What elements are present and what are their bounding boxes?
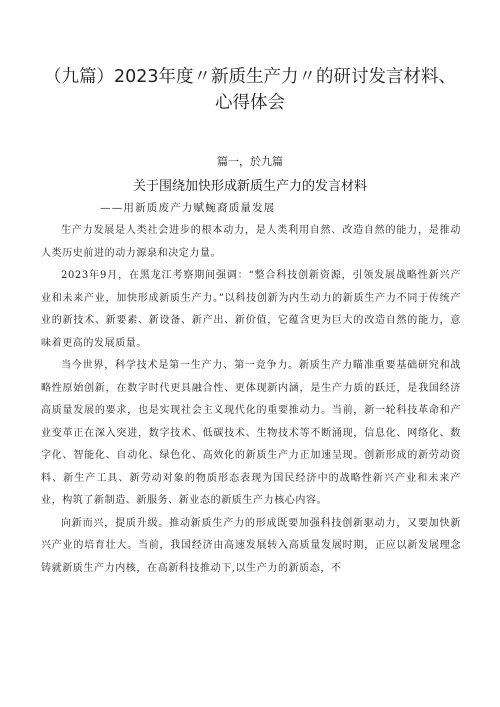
document-title: （九篇）2023年度〃新质生产力〃的研讨发言材料、心得体会: [43, 67, 457, 113]
article-subtitle: ——用新质废产力赋蜿裔质量发展: [100, 202, 276, 214]
paragraph: 当今世界，科学技术是第一生产力、第一竞争力。新质生产力瞄准重要基础研究和战略性原始创新，在数字时代更具融合性、更体现新内涵，是生产力质的跃迁，是我国经济高质量发展的要求，也是实现社会主义现代化的重要推动力。当前，新一轮科技革命和产业变革正在深入突进，数字技术、低碳技术、生物技术等不断涌现，信息化、网络化、数字化、智能化、自动化、绿色化、高效化的新质生产力正加速呈现。创新形成的新劳动资料、新生产工具、新劳动对象的物质形态表现为国民经济中的战略性新兴产业和未来产业，构筑了新制造、新服务、新业态的新质生产力核心内容。: [41, 360, 461, 506]
article-body: [41, 220, 461, 580]
section-heading: 篇一，於九篇: [217, 155, 283, 168]
paragraph: 向新而兴，提质升级。推动新质生产力的形成既要加强科技创新驱动力，又要加快新兴产业的培育壮大。当前，我国经济由高速发展转入高质量发展时期，正应以新发展理念铸就新质生产力内核，在高新科技推动下,以生产力的新质态，不: [41, 517, 461, 574]
article-title: 关于围绕加快形成新质生产力的发言材料: [132, 179, 367, 194]
paragraph: 2023年9月，在黑龙江考察期间强调：“整合科技创新资源，引领发展战略性新兴产业和未来产业，加快形成新质生产力。”以科技创新为内生动力的新质生产力不同于传统产业的新技术、新要素、新设备、新产出、新价值，它蕴含更为巨大的改造自然的能力，意味着更高的发展质量。: [41, 270, 461, 349]
paragraph: 生产力发展是人类社会进步的根本动力，是人类利用自然、改造自然的能力，是推动人类历史前进的动力源泉和决定力量。: [41, 225, 461, 259]
